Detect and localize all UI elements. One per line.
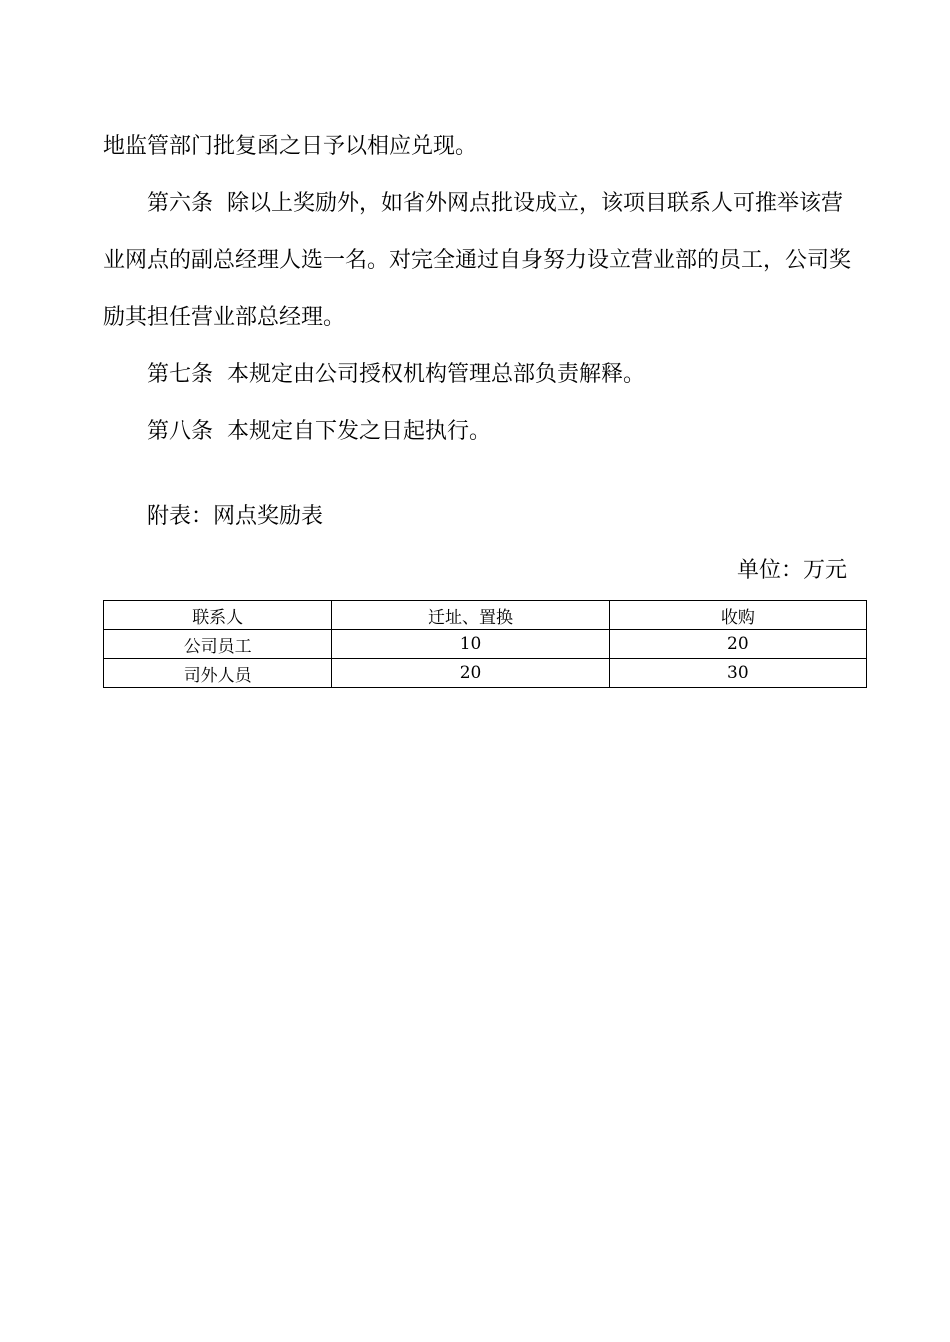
article-6-text: 业网点的副总经理人选一名。对完全通过自身努力设立营业部的员工，公司奖 xyxy=(103,248,852,273)
table-header-cell: 联系人 xyxy=(104,601,332,630)
article-7 xyxy=(147,360,645,390)
article-6-line-2 xyxy=(103,246,851,276)
table-header-cell: 迁址、置换 xyxy=(332,601,609,630)
article-7-text: 本规定由公司授权机构管理总部负责解释。 xyxy=(227,362,646,387)
table-header-row xyxy=(104,601,867,630)
table-row xyxy=(104,630,867,659)
article-6-text: 除以上奖励外，如省外网点批设成立，该项目联系人可推举该营 xyxy=(227,191,844,216)
table-cell: 司外人员 xyxy=(104,659,332,688)
article-8-label: 第八条 xyxy=(147,419,214,444)
table-row xyxy=(104,659,867,688)
appendix-title xyxy=(147,502,323,532)
article-6-line-1 xyxy=(147,189,843,219)
paragraph-line xyxy=(103,132,477,162)
table-cell: 公司员工 xyxy=(104,630,332,659)
appendix-text: 附表：网点奖励表 xyxy=(147,504,324,529)
reward-table xyxy=(103,600,867,688)
table-header-cell: 收购 xyxy=(609,601,866,630)
article-6-label: 第六条 xyxy=(147,191,214,216)
paragraph-text: 地监管部门批复函之日予以相应兑现。 xyxy=(103,134,478,159)
table-cell: 10 xyxy=(332,630,609,659)
article-8-text: 本规定自下发之日起执行。 xyxy=(227,419,492,444)
table-cell: 30 xyxy=(609,659,866,688)
article-7-label: 第七条 xyxy=(147,362,214,387)
table-cell: 20 xyxy=(332,659,609,688)
article-6-text: 励其担任营业部总经理。 xyxy=(103,305,346,330)
unit-label: 单位：万元 xyxy=(736,558,847,583)
table-cell: 20 xyxy=(609,630,866,659)
article-8 xyxy=(147,417,491,447)
article-6-line-3 xyxy=(103,303,345,333)
